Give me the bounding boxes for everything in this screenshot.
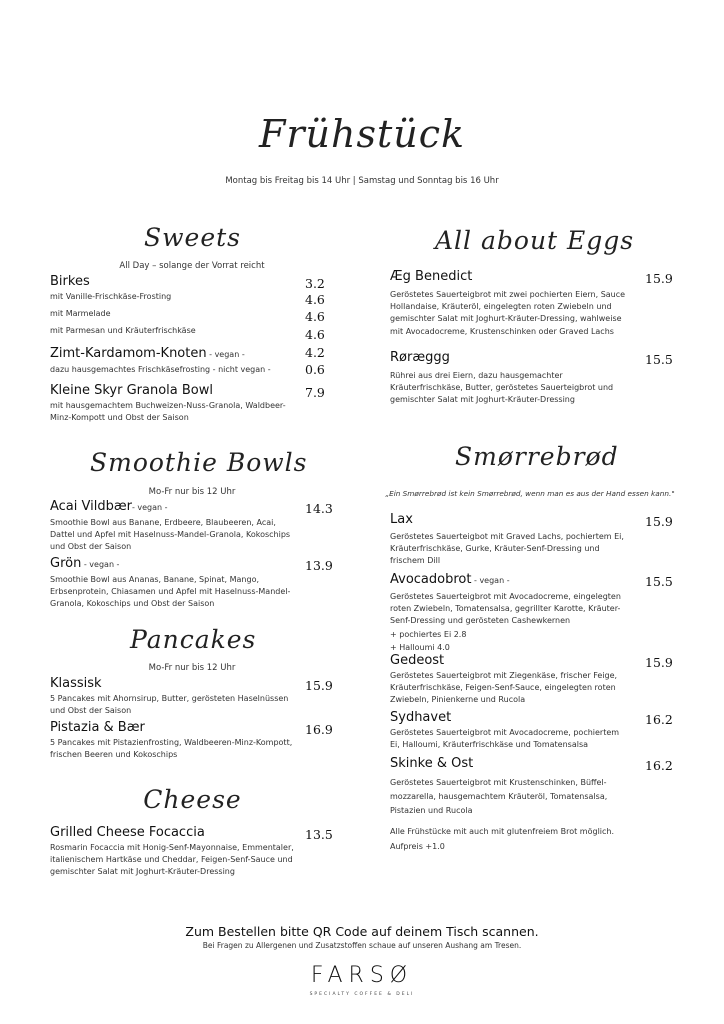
vegan-tag: - vegan - (471, 576, 510, 585)
item-description: 5 Pancakes mit Pistazienfrosting, Waldbeeren-Minz-Kompott, frischen Beeren und Kokoschips (50, 738, 293, 760)
item-name: Skinke & Ost (390, 756, 474, 771)
logo-subtitle: SPECIALTY COFFEE & DELI (309, 992, 415, 997)
item-price: 7.9 (305, 385, 325, 400)
cheese-heading: Cheese (143, 785, 242, 814)
item-price: 15.9 (645, 655, 673, 670)
smorrebrod-heading: Smørrebrød (455, 442, 619, 471)
item-price: 0.6 (305, 362, 325, 377)
menu-item-skyr-bowl (50, 383, 295, 424)
smoothie-subtitle: Mo-Fr nur bis 12 Uhr (148, 487, 236, 497)
menu-item-pistazia (50, 720, 295, 761)
item-price: 4.6 (305, 292, 325, 307)
item-price: 14.3 (305, 501, 333, 516)
note-line: Alle Frühstücke mit auch mit glutenfreiem Brot möglich. (390, 827, 615, 836)
item-price: 16.2 (645, 758, 673, 773)
item-price: 3.2 (305, 276, 325, 291)
sweets-subtitle: All Day – solange der Vorrat reicht (119, 261, 265, 271)
menu-item-klassisk (50, 676, 295, 717)
pancakes-subtitle: Mo-Fr nur bis 12 Uhr (148, 663, 236, 673)
note-line: Aufpreis +1.0 (390, 842, 445, 851)
item-description: Geröstetes Sauerteigbrot mit Krustenschinken, Büffel-mozzarella, hausgemachtem Kräuteröl, Tomatensalsa, Pistazien und Rucola (390, 778, 608, 815)
menu-item-skinke-ost (390, 756, 630, 818)
menu-item-acai (50, 499, 295, 554)
menu-item-roraeg (390, 350, 630, 407)
allergen-notice: Bei Fragen zu Allergenen und Zusatzstoffen schaue auf unseren Aushang am Tresen. (202, 941, 522, 950)
item-price: 15.5 (645, 574, 673, 589)
item-description: Rosmarin Focaccia mit Honig-Senf-Mayonnaise, Emmentaler, italienischem Hartkäse und Cheddar, Feigen-Senf-Sauce und gemischter Salat mit Joghurt-Kräuter-Dressing (50, 843, 294, 877)
menu-item-birkes (50, 274, 295, 338)
item-price: 13.5 (305, 827, 333, 842)
vegan-tag: - vegan - (131, 503, 168, 512)
item-variant: mit Vanille-Frischkäse-Frosting (50, 292, 172, 301)
item-price: 16.9 (305, 722, 333, 737)
pancakes-heading: Pancakes (130, 625, 257, 654)
item-name: Lax (390, 512, 413, 527)
item-name: Grön (50, 556, 82, 571)
item-description: Rührei aus drei Eiern, dazu hausgemachter Kräuterfrischkäse, Butter, geröstetes Sauerteigbrot und gemischter Salat mit Joghurt-Kräuter-Dressing (390, 371, 614, 405)
item-extra: + pochiertes Ei 2.8 (390, 629, 467, 639)
menu-item-zimt-knoten (50, 346, 295, 376)
order-instructions: Zum Bestellen bitte QR Code auf deinem Tisch scannen. (185, 924, 539, 939)
item-name: Æg Benedict (390, 269, 473, 284)
item-price: 4.6 (305, 309, 325, 324)
item-description: Smoothie Bowl aus Ananas, Banane, Spinat, Mango, Erbsenprotein, Chiasamen und Apfel mit Haselnuss-Mandel-Granola, Kokoschips und Obst der Saison (50, 575, 291, 609)
item-description: Geröstetes Sauerteigbrot mit Avocadocreme, eingelegten roten Zwiebeln, Tomatensalsa, gegrillter Karotte, Kräuter-Senf-Dressing und gerösteten Cashewkernen (390, 592, 621, 626)
item-price: 15.9 (645, 514, 673, 529)
sweets-heading: Sweets (144, 223, 241, 252)
item-description: Geröstetes Sauerteigbrot mit zwei pochierten Eiern, Sauce Hollandaise, Kräuteröl, eingelegten roten Zwiebeln und gemischter Salat mit Joghurt-Kräuter-Dressing, wahlweise mit Avocadocreme, Krustenschinken oder Graved Lachs (390, 290, 626, 336)
item-description: Geröstetes Sauerteigbrot mit Avocadocreme, pochiertem Ei, Halloumi, Kräuterfrischkäse und Tomatensalsa (390, 728, 620, 750)
item-extra: + Halloumi 4.0 (390, 642, 450, 652)
menu-item-avocadobrot (390, 572, 630, 654)
item-description: dazu hausgemachtes Frischkäsefrosting - nicht vegan - (50, 365, 271, 374)
item-name: Røræggg (390, 350, 450, 365)
menu-item-gedeost (390, 653, 630, 707)
gluten-free-note (390, 824, 660, 854)
smorrebrod-quote: „Ein Smørrebrød ist kein Smørrebrød, wenn man es aus der Hand essen kann." (385, 489, 675, 498)
item-name: Gedeost (390, 653, 445, 668)
item-price: 4.2 (305, 345, 325, 360)
item-price: 16.2 (645, 712, 673, 727)
item-name: Acai Vildbær (50, 499, 132, 514)
item-price: 4.6 (305, 327, 325, 342)
item-name: Grilled Cheese Focaccia (50, 825, 205, 840)
item-name: Kleine Skyr Granola Bowl (50, 383, 214, 398)
item-variant: mit Parmesan und Kräuterfrischkäse (50, 326, 196, 336)
item-description: mit hausgemachtem Buchweizen-Nuss-Granola, Waldbeer-Minz-Kompott und Obst der Saison (50, 401, 286, 423)
vegan-tag: - vegan - (206, 350, 245, 359)
item-price: 15.9 (305, 678, 333, 693)
eggs-heading: All about Eggs (435, 226, 635, 255)
item-description: 5 Pancakes mit Ahornsirup, Butter, gerösteten Haselnüssen und Obst der Saison (50, 694, 289, 716)
farso-logo: FARSØ (310, 963, 414, 988)
menu-item-lax (390, 512, 630, 568)
menu-item-grilled-cheese (50, 825, 295, 879)
item-description: Geröstetes Sauerteigbot mit Graved Lachs, pochiertem Ei, Kräuterfrischkäse, Gurke, Kräuter-Senf-Dressing und frischem Dill (390, 532, 624, 566)
opening-hours: Montag bis Freitag bis 14 Uhr | Samstag und Sonntag bis 16 Uhr (225, 176, 499, 186)
menu-item-sydhavet (390, 710, 630, 751)
menu-item-aeg-benedict (390, 269, 630, 338)
menu-item-groen (50, 556, 295, 611)
item-name: Klassisk (50, 676, 102, 691)
item-name: Birkes (50, 274, 90, 289)
item-name: Avocadobrot (390, 572, 472, 587)
item-name: Zimt-Kardamom-Knoten (50, 346, 207, 361)
page-title: Frühstück (258, 112, 466, 156)
item-variant: mit Marmelade (50, 309, 111, 319)
item-price: 13.9 (305, 558, 333, 573)
item-price: 15.5 (645, 352, 673, 367)
item-name: Pistazia & Bær (50, 720, 145, 735)
item-price: 15.9 (645, 271, 673, 286)
item-description: Geröstetes Sauerteigbrot mit Ziegenkäse, frischer Feige, Kräuterfrischkäse, Feigen-Senf-Sauce, eingelegten roten Zwiebeln, Pinienkerne und Rucola (390, 671, 618, 705)
smoothie-heading: Smoothie Bowls (90, 448, 308, 477)
vegan-tag: - vegan - (81, 560, 120, 569)
item-description: Smoothie Bowl aus Banane, Erdbeere, Blaubeeren, Acai, Dattel und Apfel mit Haselnuss-Mandel-Granola, Kokoschips und Obst der Saison (50, 518, 291, 552)
item-name: Sydhavet (390, 710, 452, 725)
